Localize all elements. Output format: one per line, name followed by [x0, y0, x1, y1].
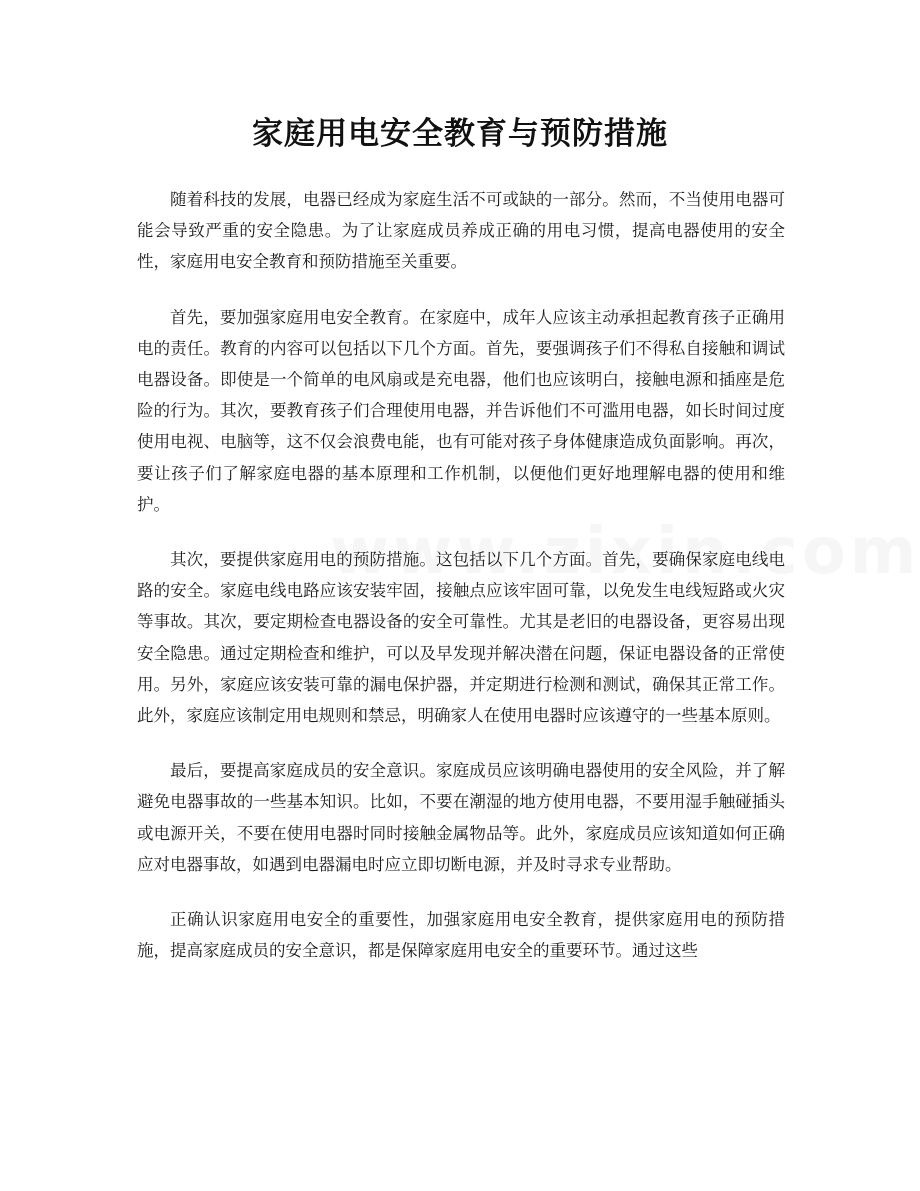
- page-title: 家庭用电安全教育与预防措施: [252, 116, 668, 152]
- paragraph-conclusion: 正确认识家庭用电安全的重要性，加强家庭用电安全教育，提供家庭用电的预防措施，提高家庭成员的安全意识，都是保障家庭用电安全的重要环节。通过这些: [137, 910, 785, 961]
- paragraph-awareness: 最后，要提高家庭成员的安全意识。家庭成员应该明确电器使用的安全风险，并了解避免电器事故的一些基本知识。比如，不要在潮湿的地方使用电器，不要用湿手触碰插头或电源开关，不要在使用电器时同时接触金属物品等。此外，家庭成员应该知道如何正确应对电器事故，如遇到电器漏电时应立即切断电源，并及时寻求专业帮助。: [137, 761, 785, 874]
- paragraph-education: 首先，要加强家庭用电安全教育。在家庭中，成年人应该主动承担起教育孩子正确用电的责任。教育的内容可以包括以下几个方面。首先，要强调孩子们不得私自接触和调试电器设备。即使是一个简单的电风扇或是充电器，他们也应该明白，接触电源和插座是危险的行为。其次，要教育孩子们合理使用电器，并告诉他们不可滥用电器，如长时间过度使用电视、电脑等，这不仅会浪费电能，也有可能对孩子身体健康造成负面影响。再次，要让孩子们了解家庭电器的基本原理和工作机制，以便他们更好地理解电器的使用和维护。: [137, 307, 785, 514]
- paragraph-prevention: 其次，要提供家庭用电的预防措施。这包括以下几个方面。首先，要确保家庭电线电路的安全。家庭电线电路应该安装牢固，接触点应该牢固可靠，以免发生电线短路或火灾等事故。其次，要定期检查电器设备的安全可靠性。尤其是老旧的电器设备，更容易出现安全隐患。通过定期检查和维护，可以及早发现并解决潜在问题，保证电器设备的正常使用。另外，家庭应该安装可靠的漏电保护器，并定期进行检测和测试，确保其正常工作。此外，家庭应该制定用电规则和禁忌，明确家人在使用电器时应该遵守的一些基本原则。: [137, 550, 785, 726]
- paragraph-intro: 随着科技的发展，电器已经成为家庭生活不可或缺的一部分。然而，不当使用电器可能会导致严重的安全隐患。为了让家庭成员养成正确的用电习惯，提高电器使用的安全性，家庭用电安全教育和预防措施至关重要。: [137, 190, 785, 272]
- document-body: [137, 184, 785, 990]
